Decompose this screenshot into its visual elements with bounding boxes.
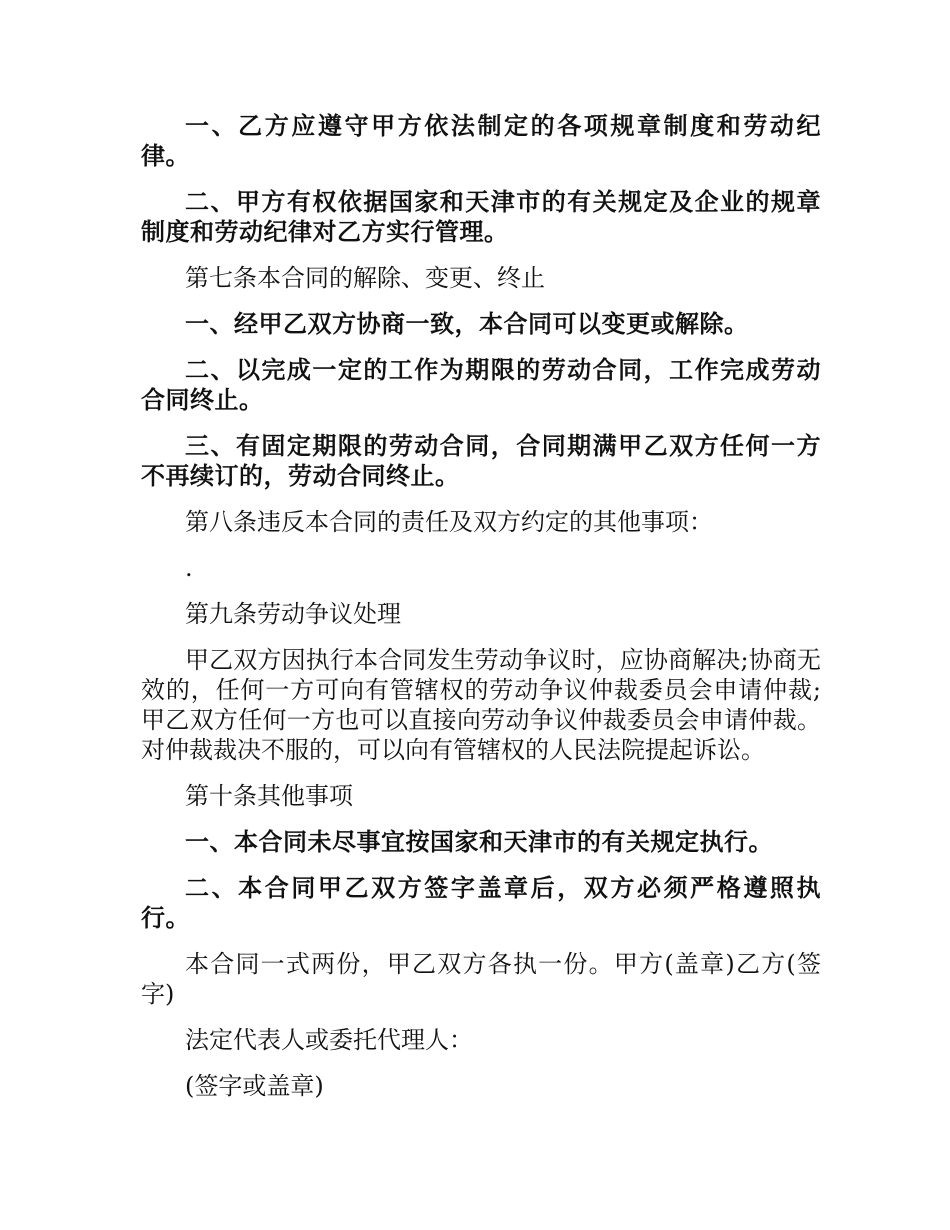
- legal-representative-label: 法定代表人或委托代理人：: [185, 1026, 473, 1054]
- clause-unmentioned-matters: 一、本合同未尽事宜按国家和天津市的有关规定执行。: [185, 828, 773, 856]
- clause-signing-effect: 二、本合同甲乙双方签字盖章后，双方必须严格遵照执行。: [141, 874, 821, 932]
- dispute-resolution-text: 甲乙双方因执行本合同发生劳动争议时，应协商解决;协商无效的，任何一方可向有管辖权的劳动争议仲裁委员会申请仲裁;甲乙双方任何一方也可以直接向劳动争议仲裁委员会申请仲裁。对仲裁裁决不服的，可以向有管辖权的人民法院提起诉讼。: [141, 646, 821, 764]
- signature-or-seal-label: (签字或盖章): [185, 1072, 324, 1100]
- clause-fixed-term-end: 三、有固定期限的劳动合同，合同期满甲乙双方任何一方不再续订的，劳动合同终止。: [141, 432, 821, 490]
- article-8-heading: 第八条违反本合同的责任及双方约定的其他事项：: [185, 508, 713, 536]
- clause-mutual-agreement: 一、经甲乙双方协商一致，本合同可以变更或解除。: [185, 310, 749, 338]
- clause-task-contract-end: 二、以完成一定的工作为期限的劳动合同，工作完成劳动合同终止。: [141, 356, 821, 414]
- clause-comply-rules: 一、乙方应遵守甲方依法制定的各项规章制度和劳动纪律。: [141, 112, 821, 170]
- article-10-heading: 第十条其他事项: [185, 782, 353, 810]
- article-7-heading: 第七条本合同的解除、变更、终止: [185, 264, 545, 292]
- article-9-heading: 第九条劳动争议处理: [185, 600, 401, 628]
- placeholder-dot: .: [185, 554, 193, 582]
- copies-and-parties: 本合同一式两份，甲乙双方各执一份。甲方(盖章)乙方(签字): [141, 950, 821, 1008]
- clause-management-right: 二、甲方有权依据国家和天津市的有关规定及企业的规章制度和劳动纪律对乙方实行管理。: [141, 188, 821, 246]
- document-body: [141, 111, 821, 1117]
